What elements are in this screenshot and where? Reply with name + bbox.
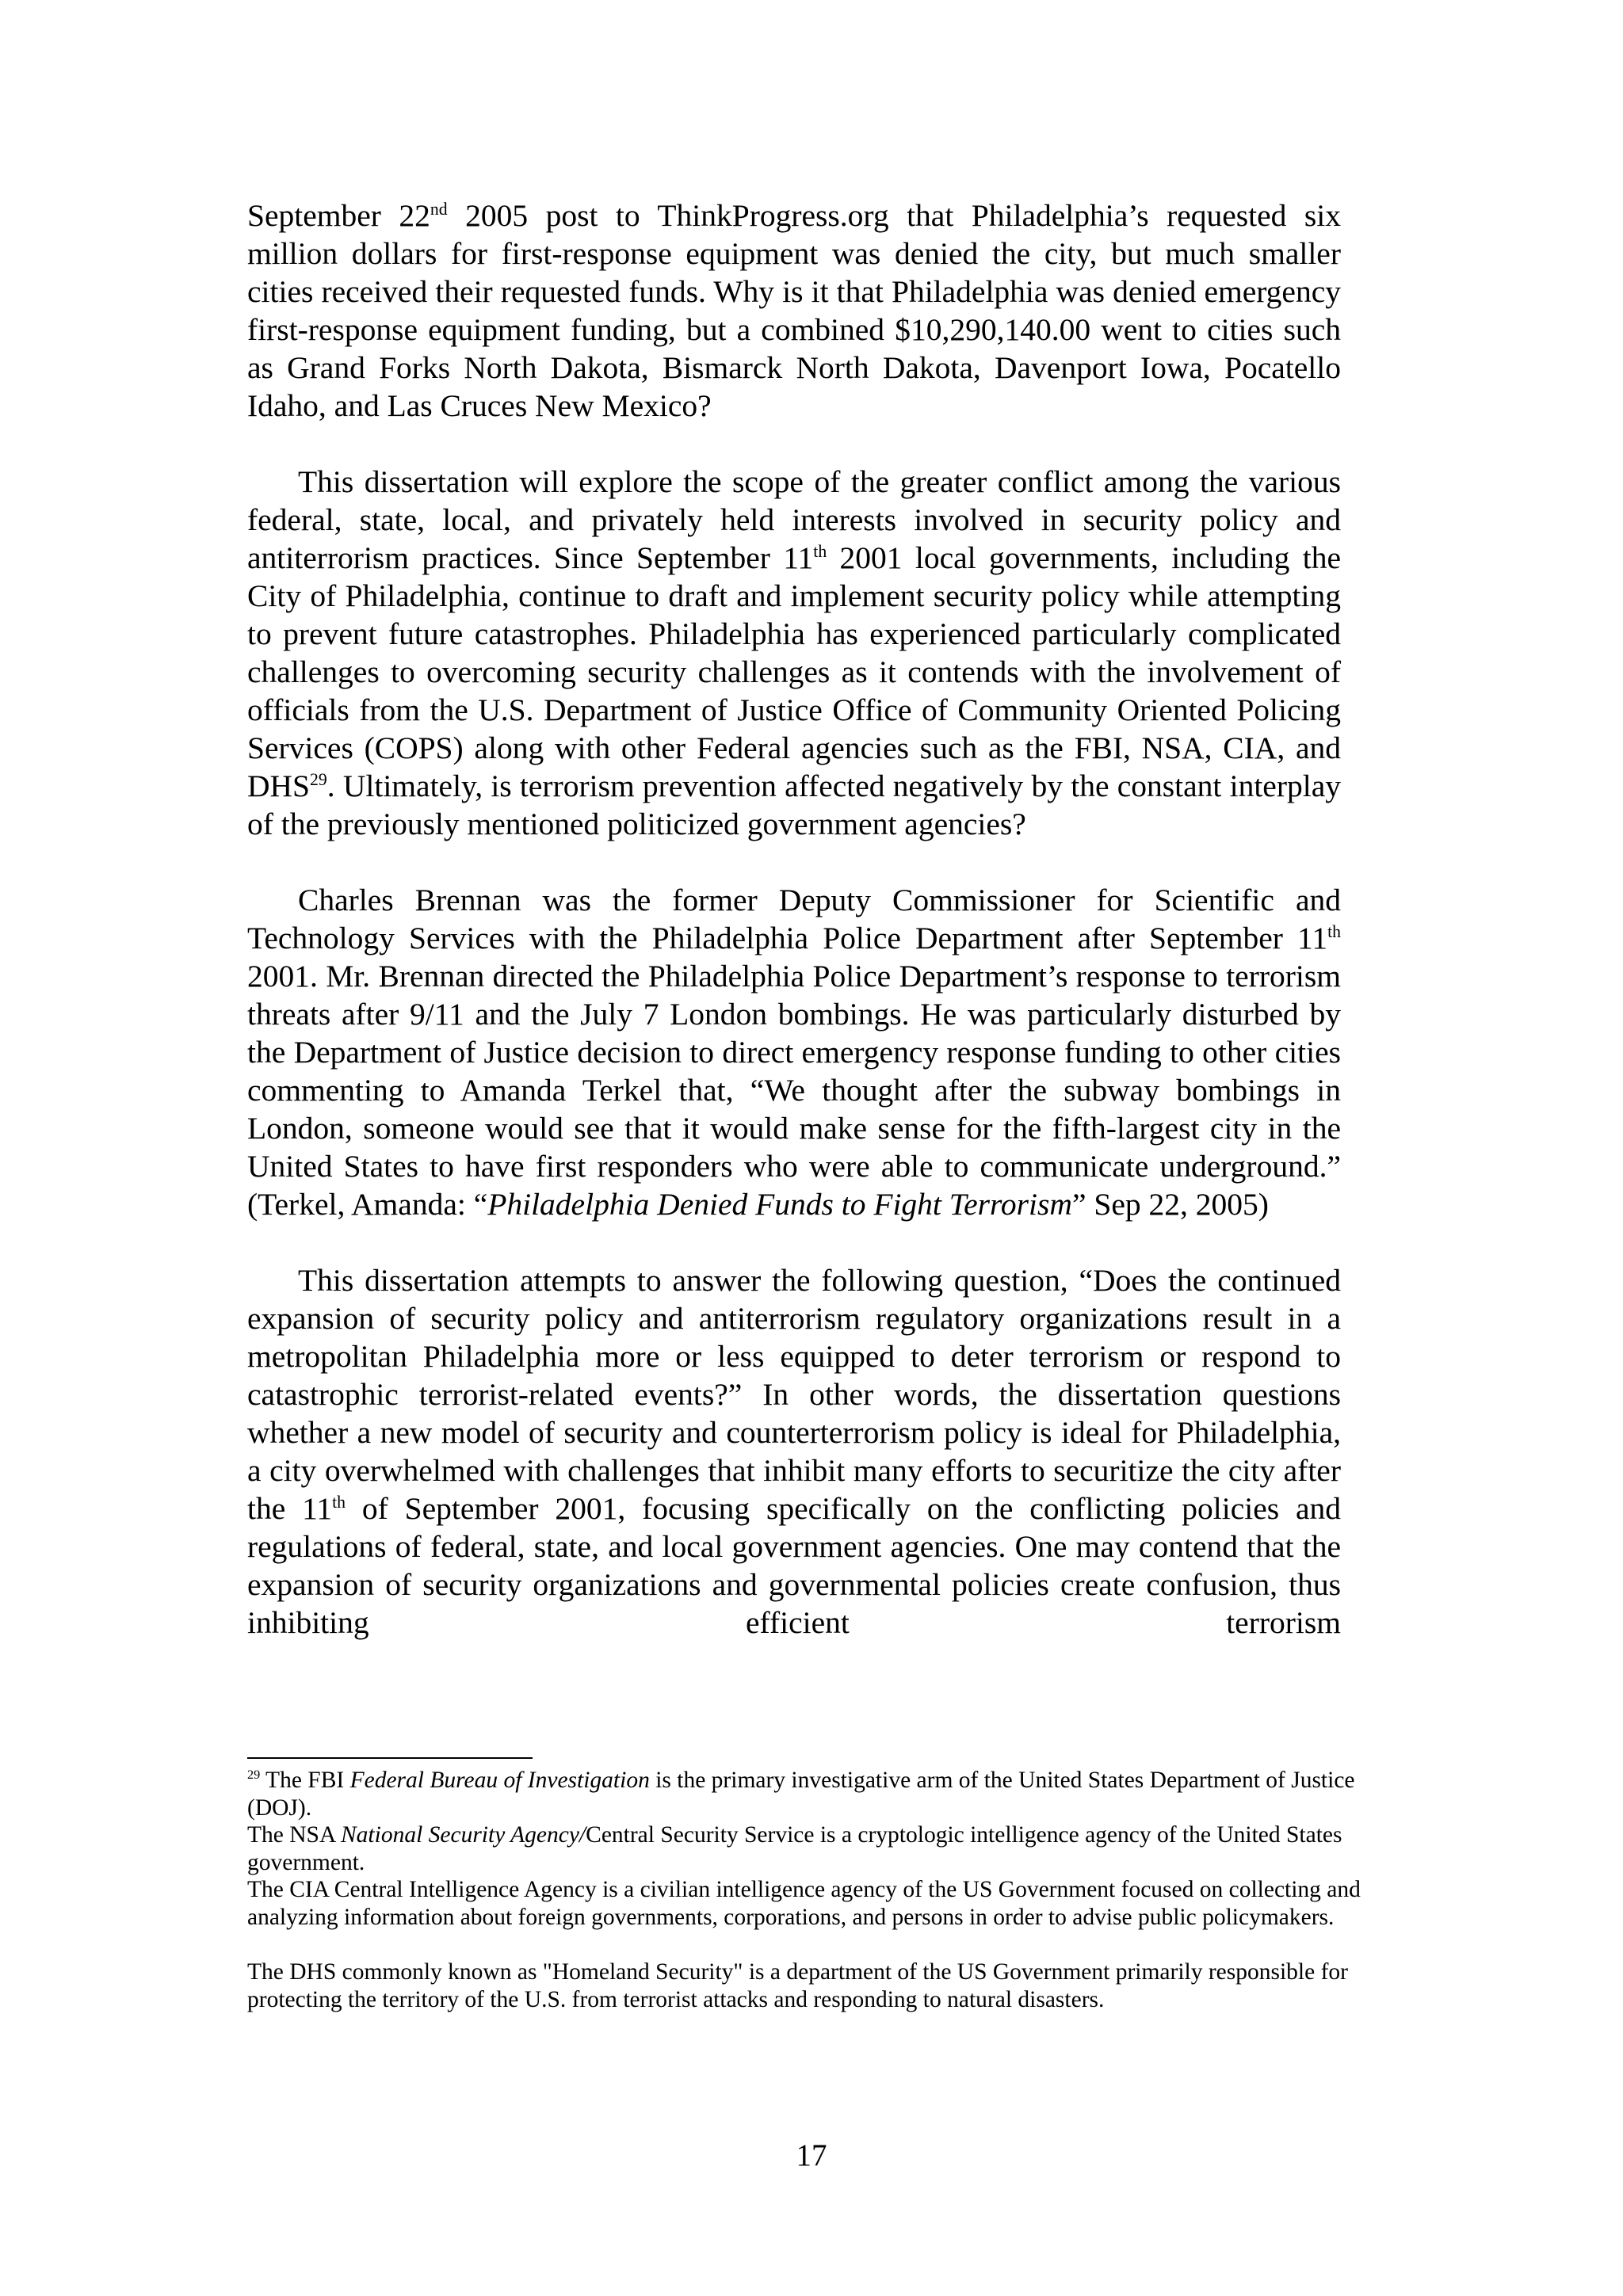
paragraph-1-text-a: September 22	[247, 198, 430, 233]
footnote-separator	[247, 1757, 533, 1759]
footnote-dhs: The DHS commonly known as "Homeland Security" is a department of the US Government primarily responsible for protecting the territory of the U.S. from terrorist attacks and responding to natural disasters.	[247, 1959, 1348, 2012]
cited-article-title: Philadelphia Denied Funds to Fight Terrorism	[487, 1187, 1072, 1222]
footnote-fbi	[247, 1767, 1388, 1821]
paragraph-3-text-b: 2001. Mr. Brennan directed the Philadelphia Police Department’s response to terrorism threats after 9/11 and the July 7 London bombings. He was particularly disturbed by the Department of Justice decision to direct emergency response funding to other cities commenting to Amanda Terkel that, “We thought after the subway bombings in London, someone would see that it would make sense for the fifth-largest city in the United States to have first responders who were able to communicate underground.” (Terkel, Amanda: “	[247, 959, 1341, 1222]
footnotes	[247, 1767, 1388, 2013]
paragraph-1	[247, 196, 1341, 425]
footnote-nsa	[247, 1821, 1388, 1876]
footnote-reference[interactable]: 29	[310, 769, 327, 789]
footnote-nsa-text: Central Security Service is a cryptologic intelligence agency of the United States government.	[247, 1822, 1342, 1875]
paragraph-1-text-b: 2005 post to ThinkProgress.org that Philadelphia’s requested six million dollars for first-response equipment was denied the city, but much smaller cities received their requested funds. Why is it that Philadelphia was denied emergency first-response equipment funding, but a combined $10,290,140.00 went to cities such as Grand Forks North Dakota, Bismarck North Dakota, Davenport Iowa, Pocatello Idaho, and Las Cruces New Mexico?	[247, 198, 1342, 423]
footnote-fbi-name: Federal Bureau of Investigation	[349, 1768, 650, 1793]
paragraph-4-text-b: of September 2001, focusing specifically on the conflicting policies and regulations of federal, state, and local government agencies. One may contend that the expansion of security organizations and governmental policies create confusion, thus inhibiting efficient terrorism	[247, 1491, 1341, 1640]
footnote-nsa-prefix: The NSA	[247, 1822, 341, 1848]
paragraph-2-text-b: 2001 local governments, including the City of Philadelphia, continue to draft and implement security policy while attempting to prevent future catastrophes. Philadelphia has experienced particularly complicated challenges to overcoming security challenges as it contends with the involvement of officials from the U.S. Department of Justice Office of Community Oriented Policing Services (COPS) along with other Federal agencies such as the FBI, NSA, CIA, and DHS	[247, 540, 1341, 803]
footnote-nsa-name: National Security Agency/	[341, 1822, 586, 1848]
paragraph-4-text-a: This dissertation attempts to answer the following question, “Does the continued expansion of security policy and antiterrorism regulatory organizations result in a metropolitan Philadelphia more or less equipped to deter terrorism or respond to catastrophic terrorist-related events?” In other words, the dissertation questions whether a new model of security and counterterrorism policy is ideal for Philadelphia, a city overwhelmed with challenges that inhibit many efforts to securitize the city after the 11	[247, 1263, 1341, 1526]
paragraph-3-text-a: Charles Brennan was the former Deputy Commissioner for Scientific and Technology Services with the Philadelphia Police Department after September 11	[247, 883, 1341, 955]
ordinal-superscript: th	[332, 1492, 346, 1512]
footnote-marker: 29	[247, 1768, 261, 1783]
paragraph-2-text-a: This dissertation will explore the scope of the greater conflict among the various federal, state, local, and privately held interests involved in security policy and antiterrorism practices. Since September 11	[247, 464, 1341, 575]
paragraph-3	[247, 881, 1341, 1223]
page-number: 17	[796, 2138, 827, 2172]
footnote-fbi-text: is the primary investigative arm of the United States Department of Justice (DOJ).	[247, 1768, 1355, 1821]
ordinal-superscript: th	[1327, 921, 1341, 941]
paragraph-4	[247, 1261, 1341, 1642]
ordinal-superscript: nd	[430, 199, 448, 219]
paragraph-2	[247, 463, 1341, 843]
paragraph-3-text-c: ” Sep 22, 2005)	[1071, 1187, 1269, 1222]
footnote-cia: The CIA Central Intelligence Agency is a civilian intelligence agency of the US Government focused on collecting and analyzing information about foreign governments, corporations, and persons in order to advise public policymakers.	[247, 1877, 1361, 1930]
paragraph-2-text-c: . Ultimately, is terrorism prevention affected negatively by the constant interplay of the previously mentioned politicized government agencies?	[247, 769, 1341, 841]
ordinal-superscript: th	[813, 541, 827, 561]
footnote-fbi-prefix: The FBI	[260, 1768, 350, 1793]
body-text	[247, 196, 1341, 1642]
